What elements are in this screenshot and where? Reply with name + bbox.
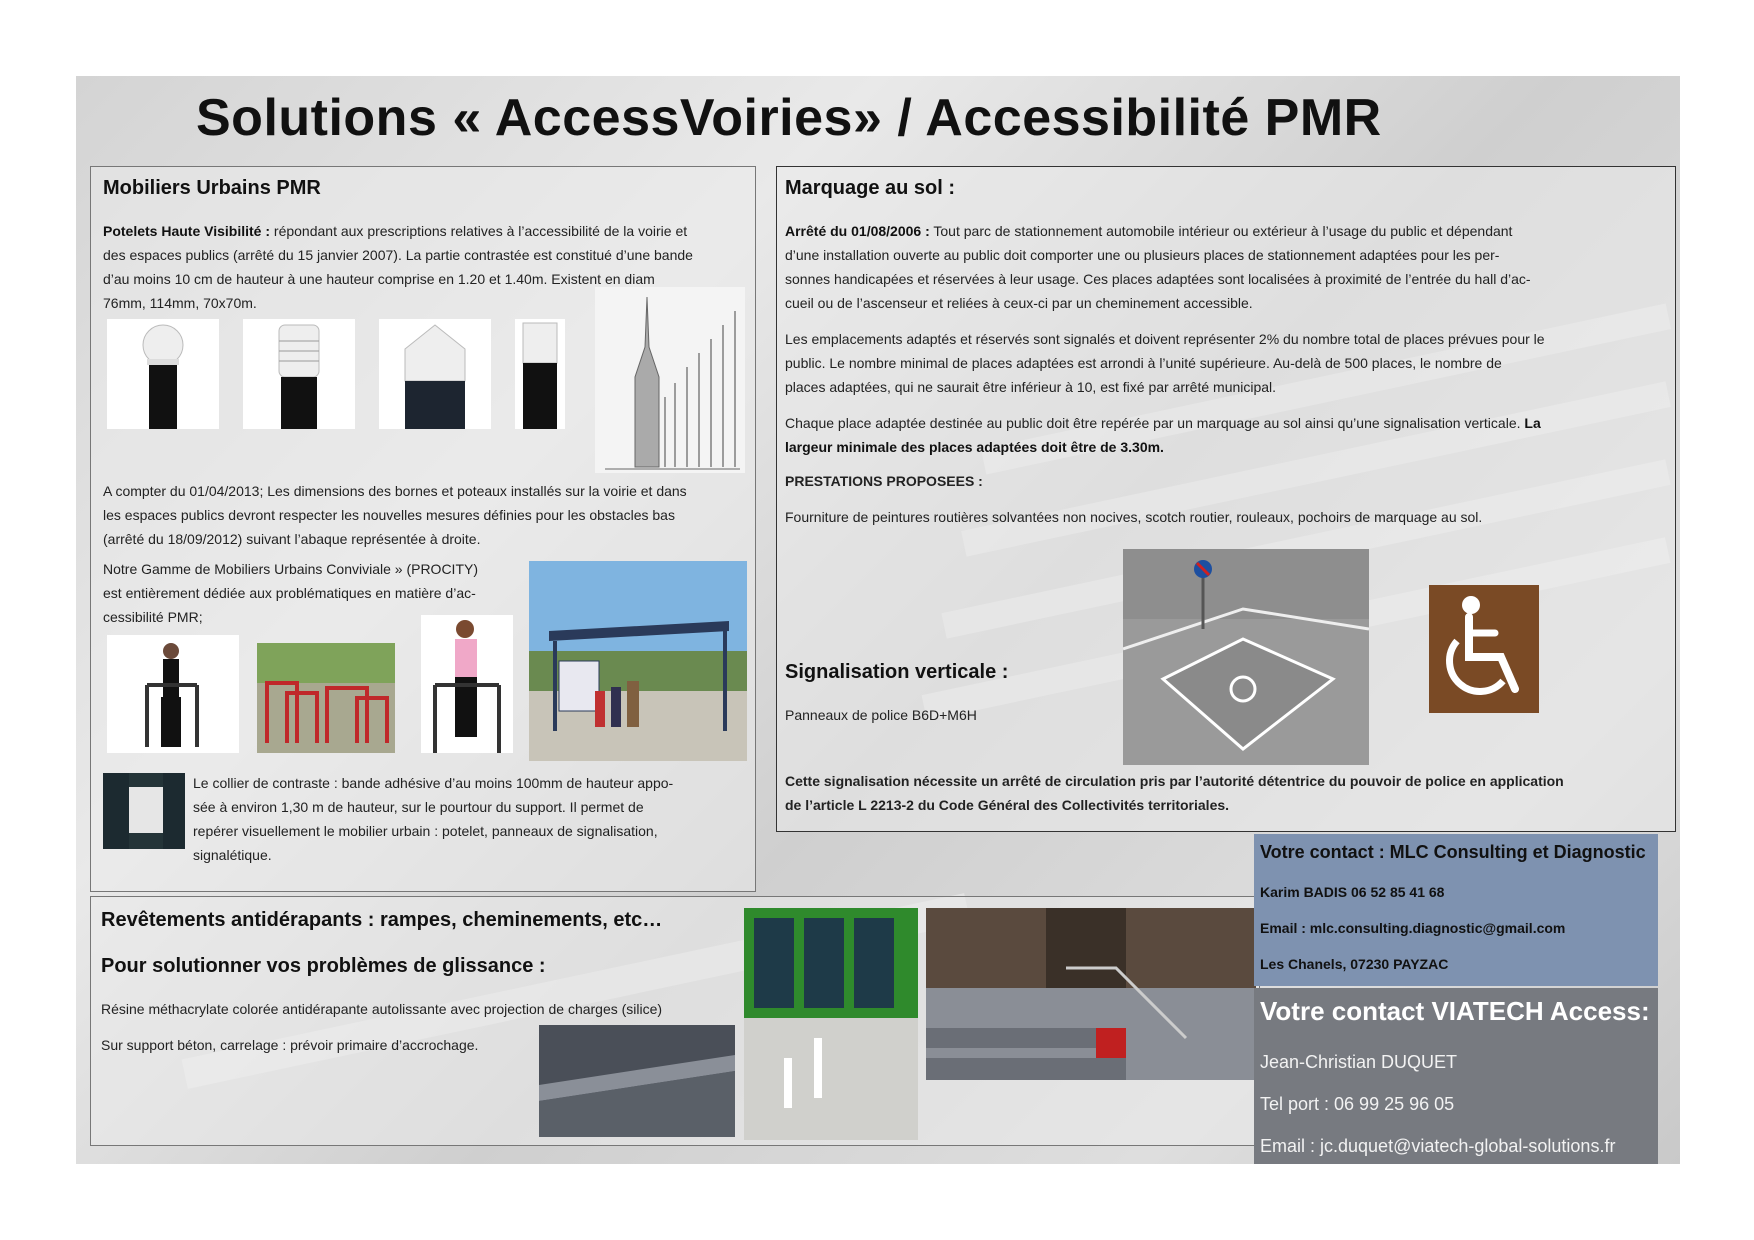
chaque-paragraph — [785, 411, 1665, 459]
gamme-line-3: cessibilité PMR; — [103, 609, 203, 625]
chaque-bold-2: largeur minimale des places adaptées doit être de 3.30m. — [785, 439, 1164, 455]
contact-mlc-address: Les Chanels, 07230 PAYZAC — [1260, 956, 1449, 972]
prestations-heading: PRESTATIONS PROPOSEES : — [785, 473, 983, 489]
photo-ramp-stairs — [926, 908, 1256, 1080]
emplacements-line-3: places adaptées, qui ne saurait être inférieur à 10, est fixé par arrêté municipal. — [785, 379, 1277, 395]
bollard-photo-ribbed — [243, 319, 355, 429]
arrete-paragraph — [785, 219, 1665, 315]
contact-mlc-email[interactable]: Email : mlc.consulting.diagnostic@gmail.com — [1260, 920, 1566, 936]
arrete-label: Arrêté du 01/08/2006 : — [785, 223, 930, 239]
photo-bus-shelter — [529, 561, 747, 761]
contact-viatech — [1254, 988, 1658, 1164]
potelets-line-3: d’au moins 10 cm de hauteur à une hauteur comprise en 1.20 et 1.40m. Existent en diam — [103, 271, 655, 287]
photo-antislip-step — [539, 1025, 735, 1137]
bollard-photo-sphere — [107, 319, 219, 429]
arrete-line-2: d’une installation ouverte au public doit comporter une ou plusieurs places de stationnement adaptées pour les per- — [785, 247, 1500, 263]
arrete-line-4: cueil ou de l’ascenseur et reliées à ceux-ci par un cheminement accessible. — [785, 295, 1253, 311]
contact-mlc-name: Karim BADIS 06 52 85 41 68 — [1260, 884, 1445, 900]
marquage-heading: Marquage au sol : — [785, 177, 956, 199]
photo-woman-phone — [421, 615, 513, 753]
footer-line-1: Cette signalisation nécessite un arrêté de circulation pris par l’autorité détentrice du pouvoir de police en application — [785, 773, 1564, 789]
support-text: Sur support béton, carrelage : prévoir primaire d’accrochage. — [101, 1037, 479, 1053]
page-title: Solutions « AccessVoiries» / Accessibilité PMR — [196, 89, 1382, 147]
contact-viatech-email[interactable]: Email : jc.duquet@viatech-global-solutions.fr — [1260, 1136, 1616, 1156]
contact-viatech-title: Votre contact VIATECH Access: — [1260, 996, 1650, 1026]
contact-mlc — [1254, 834, 1658, 986]
handicap-sign — [1429, 585, 1539, 713]
dimensions-line-3: (arrêté du 18/09/2012) suivant l’abaque représentée à droite. — [103, 531, 481, 547]
wheelchair-icon — [1429, 585, 1539, 713]
bollard-photo-square — [379, 319, 491, 429]
signalisation-heading: Signalisation verticale : — [785, 661, 1009, 683]
resine-text: Résine méthacrylate colorée antidérapante autolissante avec projection de charges (silice) — [101, 1001, 663, 1017]
footer-paragraph — [785, 769, 1665, 817]
arrete-line-3: sonnes handicapées et réservées à leur usage. Ces places adaptées sont localisées à proximité de l’entrée du hall d’ac- — [785, 271, 1531, 287]
gamme-line-1: Notre Gamme de Mobiliers Urbains Conviviale » (PROCITY) — [103, 561, 478, 577]
photo-green-storefront — [744, 908, 918, 1140]
photo-contrast-collar — [103, 773, 185, 849]
collier-paragraph — [193, 771, 753, 867]
contact-mlc-title: Votre contact : MLC Consulting et Diagnostic — [1260, 842, 1646, 862]
flyer-sheet — [76, 76, 1680, 1164]
collier-line-2: sée à environ 1,30 m de hauteur, sur le pourtour du support. Il permet de — [193, 799, 644, 815]
photo-red-barriers — [257, 643, 395, 753]
potelets-line-4: 76mm, 114mm, 70x70m. — [103, 295, 257, 311]
emplacements-line-2: public. Le nombre minimal de places adaptées est arrondi à l’unité supérieure. Au-delà de 500 places, le nombre de — [785, 355, 1502, 371]
signalisation-text: Panneaux de police B6D+M6H — [785, 707, 977, 723]
collier-line-1: Le collier de contraste : bande adhésive d’au moins 100mm de hauteur appo- — [193, 775, 674, 791]
marquage-section — [776, 166, 1676, 832]
chaque-bold-1: La — [1524, 415, 1541, 431]
gamme-line-2: est entièrement dédiée aux problématiques en matière d’ac- — [103, 585, 476, 601]
photo-woman-on-rest-seat — [107, 635, 239, 753]
parking-space-diagram — [1123, 549, 1369, 765]
collier-line-4: signalétique. — [193, 847, 272, 863]
emplacements-paragraph — [785, 327, 1665, 399]
potelets-line-1: répondant aux prescriptions relatives à l’accessibilité de la voirie et — [273, 223, 688, 239]
mobiliers-heading: Mobiliers Urbains PMR — [103, 177, 321, 199]
abaque-diagram — [595, 287, 745, 473]
contact-viatech-name: Jean-Christian DUQUET — [1260, 1052, 1458, 1072]
revetements-heading: Revêtements antidérapants : rampes, cheminements, etc… — [101, 909, 663, 931]
prestations-text: Fourniture de peintures routières solvantées non nocives, scotch routier, rouleaux, pochoirs de marquage au sol. — [785, 509, 1483, 525]
dimensions-paragraph — [103, 479, 753, 551]
dimensions-line-1: A compter du 01/04/2013; Les dimensions des bornes et poteaux installés sur la voirie et dans — [103, 483, 687, 499]
chaque-line: Chaque place adaptée destinée au public doit être repérée par un marquage au sol ainsi qu’une signalisation verticale. — [785, 415, 1521, 431]
potelets-line-2: des espaces publics (arrêté du 15 janvier 2007). La partie contrastée est constitué d’une bande — [103, 247, 693, 263]
potelets-label: Potelets Haute Visibilité : — [103, 223, 271, 239]
footer-line-2: de l’article L 2213-2 du Code Général des Collectivités territoriales. — [785, 797, 1230, 813]
glissance-heading: Pour solutionner vos problèmes de glissance : — [101, 955, 546, 977]
dimensions-line-2: les espaces publics devront respecter les nouvelles mesures définies pour les obstacles bas — [103, 507, 675, 523]
collier-line-3: repérer visuellement le mobilier urbain : potelet, panneaux de signalisation, — [193, 823, 658, 839]
contact-viatech-phone: Tel port : 06 99 25 96 05 — [1260, 1094, 1455, 1114]
emplacements-line-1: Les emplacements adaptés et réservés sont signalés et doivent représenter 2% du nombre total de places prévues pour le — [785, 331, 1545, 347]
arrete-line-1: Tout parc de stationnement automobile intérieur ou extérieur à l’usage du public et dépendant — [933, 223, 1513, 239]
bollard-photo-slim — [515, 319, 565, 429]
mobiliers-urbains-section — [90, 166, 756, 892]
